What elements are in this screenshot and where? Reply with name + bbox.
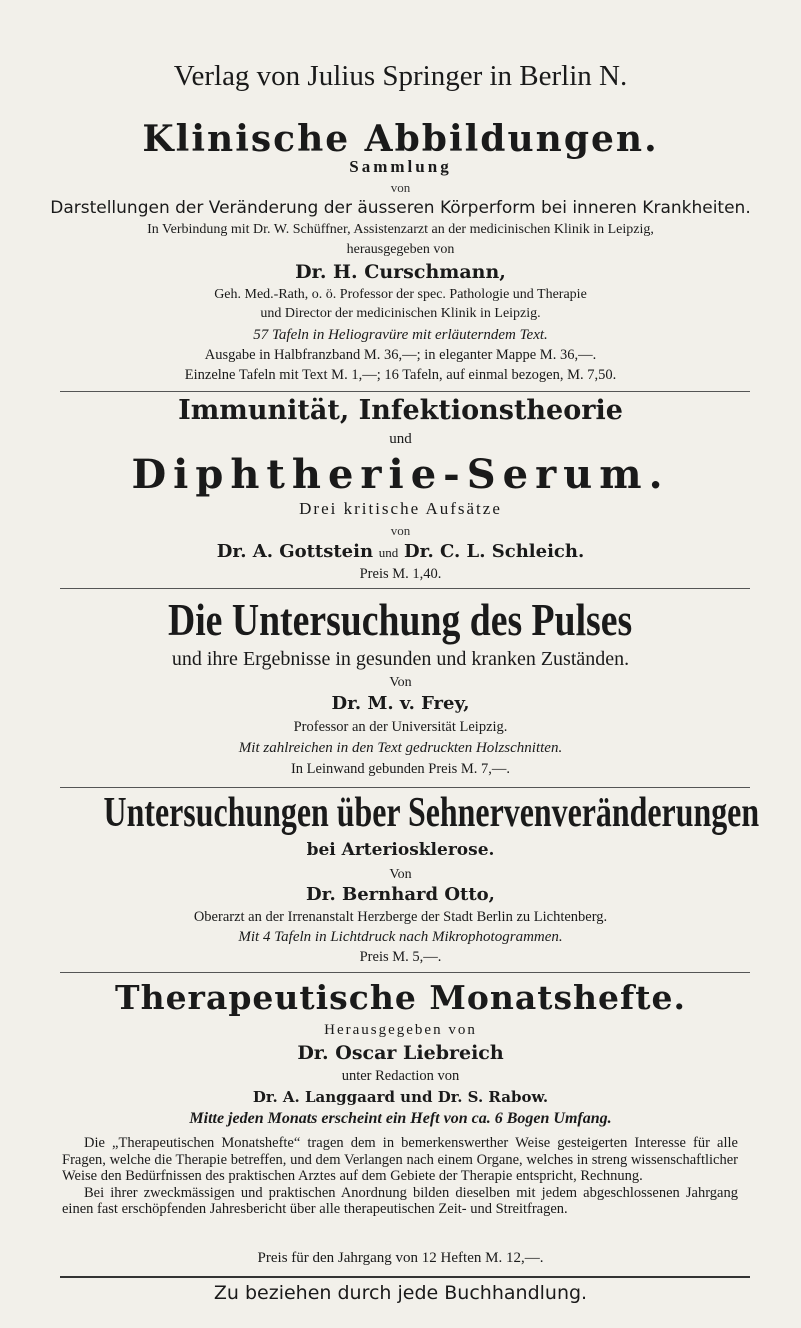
book-5-paragraph-2: Bei ihrer zweckmässigen und praktischen Anordnung bilden dieselben mit jedem abgeschlossenen Jahrgang einen fast erschöpfenden Jahresbericht über alle therapeutischen Zeit- und Streitfragen. [62,1184,738,1218]
book-2-price: Preis M. 1,40. [359,566,442,582]
divider [60,588,750,589]
book-2-subtitle: Drei kritische Aufsätze [299,499,502,518]
book-4-author: Dr. Bernhard Otto, [306,884,495,905]
book-5-paragraph-1: Die „Therapeutischen Monatshefte“ tragen dem in bemerkenswerther Weise gesteigerten Interesse für alle Fragen, welche die Therapie betreffen, und dem Verlangen nach einem Organe, welches in streng wissenschaftlicher Weise den Bedürfnissen des praktischen Arztes auf dem Gebiete der Therapie entspricht, Rechnung. [62,1135,738,1185]
book-1-plates-note: 57 Tafeln in Heliogravüre mit erläuterndem Text. [253,327,548,343]
book-1-author-title-2: und Director der medicinischen Klinik in Leipzig. [260,306,541,321]
book-1-price-2: Einzelne Tafeln mit Text M. 1,—; 16 Tafeln, auf einmal bezogen, M. 7,50. [184,367,617,383]
book-1-author: Dr. H. Curschmann, [295,261,506,283]
divider [60,1276,750,1278]
footer-line: Zu beziehen durch jede Buchhandlung. [213,1282,588,1304]
book-3-subtitle: und ihre Ergebnisse in gesunden und kranken Zuständen. [171,648,630,670]
book-4-note: Mit 4 Tafeln in Lichtdruck nach Mikrophotogrammen. [238,929,563,945]
book-5-price: Preis für den Jahrgang von 12 Heften M. 12,—. [257,1250,544,1266]
book-4-price: Preis M. 5,—. [359,949,442,965]
divider [60,972,750,973]
book-2-und: und [389,431,412,447]
book-5-schedule: Mitte jeden Monats erscheint ein Heft von ca. 6 Bogen Umfang. [189,1110,612,1127]
book-1-price-1: Ausgabe in Halbfranzband M. 36,—; in eleganter Mappe M. 36,—. [204,347,597,363]
book-5-description [62,1135,738,1218]
book-1-collaborator: In Verbindung mit Dr. W. Schüffner, Assistenzarzt an der medicinischen Klinik in Leipzig, [147,222,654,237]
book-2-title: Immunität, Infektionstheorie [178,395,623,426]
book-4-title: Untersuchungen über Sehnervenveränderungen [103,790,760,836]
book-3-note: Mit zahlreichen in den Text gedruckten Holzschnitten. [238,740,563,756]
publisher-line: Verlag von Julius Springer in Berlin N. [173,60,628,92]
book-4-subtitle: bei Arteriosklerose. [306,840,495,860]
book-2-authors: Dr. A. Gottstein und Dr. C. L. Schleich. [216,541,585,562]
divider [60,391,750,392]
book-1-author-title-1: Geh. Med.-Rath, o. ö. Professor der spec. Pathologie und Therapie [214,287,587,302]
book-5-title: Therapeutische Monatshefte. [115,978,686,1017]
book-3-author: Dr. M. v. Frey, [331,693,470,714]
book-1-description: Darstellungen der Veränderung der äusseren Körperform bei inneren Krankheiten. [50,198,751,218]
book-4-author-title: Oberarzt an der Irrenanstalt Herzberge der Stadt Berlin zu Lichtenberg. [193,909,608,925]
book-5-redaction-names: Dr. A. Langgaard und Dr. S. Rabow. [252,1088,549,1106]
book-2-title-2: Diphtherie-Serum. [131,451,670,498]
book-5-editor: Dr. Oscar Liebreich [297,1042,504,1064]
book-1-title: Klinische Abbildungen. [142,118,659,160]
book-1-subtitle: Sammlung [349,157,452,176]
book-1-von: von [390,180,411,195]
book-2-von: von [390,523,411,538]
book-4-von: Von [389,867,412,882]
divider [60,787,750,788]
book-3-von: Von [389,675,412,690]
book-3-price: In Leinwand gebunden Preis M. 7,—. [290,761,511,777]
book-3-author-title: Professor an der Universität Leipzig. [293,719,508,735]
book-5-herausgegeben: Herausgegeben von [324,1022,477,1038]
book-1-editor-note: herausgegeben von [346,242,455,257]
book-3-title: Die Untersuchung des Pulses [168,594,633,645]
book-5-redaction: unter Redaction von [341,1068,460,1084]
